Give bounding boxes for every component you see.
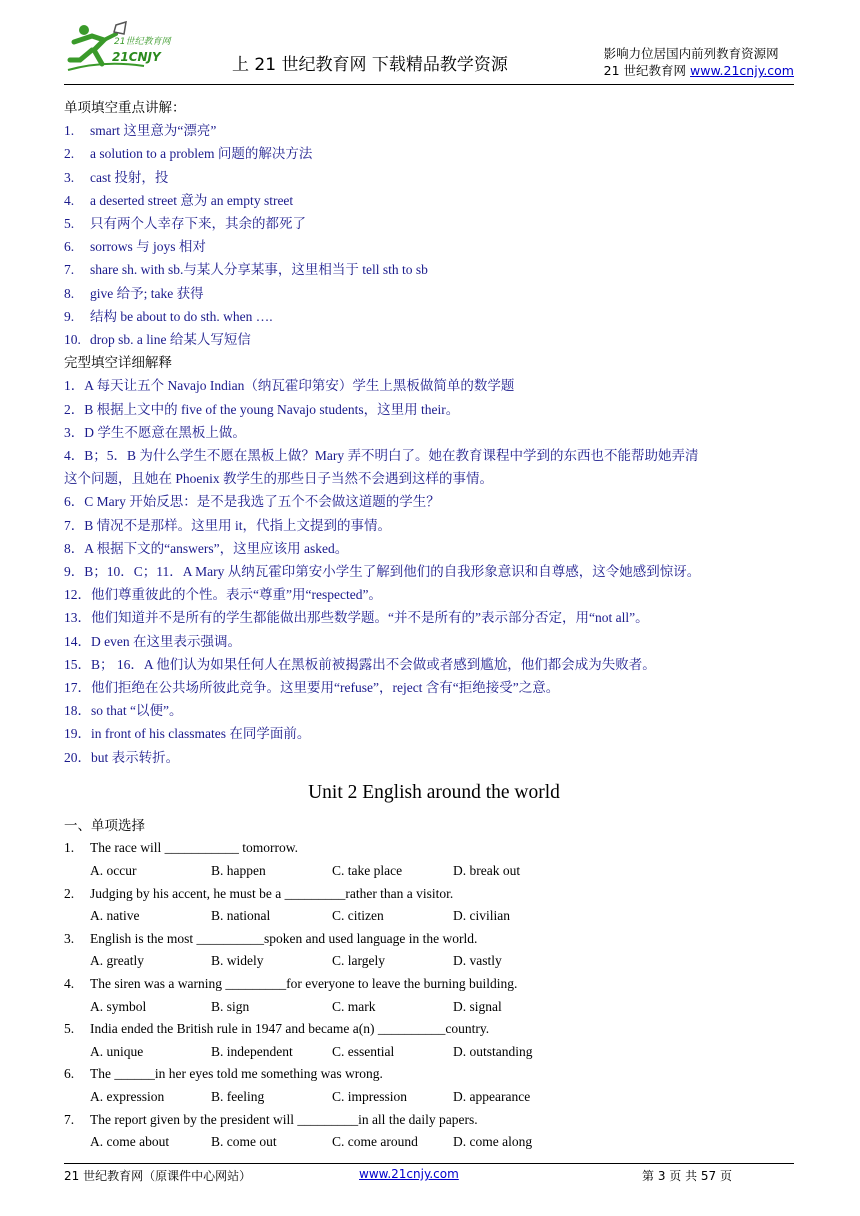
question-number: 6.: [64, 1066, 75, 1082]
answer-option: A. greatly: [90, 953, 144, 969]
footer-divider: [64, 1163, 794, 1164]
footer-site-name: 21 世纪教育网（原课件中心网站）: [64, 1169, 252, 1183]
answer-option: D. signal: [453, 998, 502, 1014]
answer-option: C. come around: [332, 1134, 418, 1150]
item-number: 5.: [64, 216, 75, 232]
question-stem: [64, 837, 804, 860]
question-text: The siren was a warning _________for everyone to leave the burning building.: [90, 976, 518, 992]
unit-title: Unit 2 English around the world: [308, 781, 560, 803]
cloze-explanation-line: 这个问题，且她在 Phoenix 教学生的那些日子当然不会遇到这样的事情。: [64, 471, 493, 487]
section2-heading: 完型填空详细解释: [64, 355, 172, 371]
answer-option: C. mark: [332, 998, 376, 1014]
header-divider: [64, 84, 794, 85]
item-text: sorrows 与 joys 相对: [90, 239, 206, 255]
runner-logo-icon: [64, 20, 174, 78]
explanation-item: [64, 305, 804, 328]
explanation-item: [64, 235, 804, 258]
answer-option: B. national: [211, 908, 271, 924]
question-text: The race will ___________ tomorrow.: [90, 840, 298, 856]
question-stem: [64, 973, 804, 996]
cloze-explanation-line: 3．D 学生不愿意在黑板上做。: [64, 424, 246, 440]
page-header: [0, 0, 860, 90]
document-body: [64, 96, 804, 1154]
site-logo: [64, 20, 174, 78]
cloze-explanation-line: 8．A 根据下文的“answers”，这里应该用 asked。: [64, 540, 349, 556]
cloze-explanation-line: 1．A 每天让五个 Navajo Indian（纳瓦霍印第安）学生上黑板做简单的数学题: [64, 378, 515, 394]
question-stem: [64, 1063, 804, 1086]
section2-list: [64, 374, 804, 768]
question-number: 1.: [64, 840, 75, 856]
answer-option: B. sign: [211, 998, 250, 1014]
cloze-explanation-line: 17．他们拒绝在公共场所彼此竞争。这里要用“refuse”，reject 含有“拒绝接受”之意。: [64, 680, 560, 696]
explanation-item: [64, 212, 804, 235]
answer-option: B. widely: [211, 953, 264, 969]
cloze-explanation-line: 19．in front of his classmates 在同学面前。: [64, 726, 311, 742]
cloze-explanation-line: 2．B 根据上文中的 five of the young Navajo students，这里用 their。: [64, 401, 460, 417]
explanation-item: [64, 166, 804, 189]
answer-option: C. impression: [332, 1089, 408, 1105]
answer-option: A. occur: [90, 863, 137, 879]
answer-option: D. vastly: [453, 953, 502, 969]
item-text: a deserted street 意为 an empty street: [90, 192, 294, 208]
question-number: 2.: [64, 885, 75, 901]
answer-option: D. break out: [453, 863, 521, 879]
answer-option: C. take place: [332, 863, 403, 879]
item-number: 3.: [64, 169, 75, 185]
item-number: 6.: [64, 239, 75, 255]
question-number: 4.: [64, 976, 75, 992]
cloze-explanation-line: 18．so that “以便”。: [64, 703, 183, 719]
header-slogan: 影响力位居国内前列教育资源网: [603, 46, 779, 61]
answer-option: D. civilian: [453, 908, 510, 924]
cloze-explanation-line: 9．B；10．C；11．A Mary 从纳瓦霍印第安小学生了解到他们的自我形象意识和自尊感，这令她感到惊讶。: [64, 564, 701, 580]
question-text: Judging by his accent, he must be a _________rather than a visitor.: [90, 885, 454, 901]
answer-options: [64, 950, 804, 973]
question-number: 3.: [64, 930, 75, 946]
answer-options: [64, 1041, 804, 1064]
explanation-item: [64, 258, 804, 281]
cloze-explanation-line: 15．B； 16．A 他们认为如果任何人在黑板前被揭露出不会做或者感到尴尬，他们都会成为失败者。: [64, 656, 656, 672]
answer-option: D. come along: [453, 1134, 533, 1150]
answer-option: D. outstanding: [453, 1043, 533, 1059]
question-stem: [64, 883, 804, 906]
cloze-explanation-line: 20．but 表示转折。: [64, 749, 180, 765]
item-number: 8.: [64, 285, 75, 301]
question-text: The report given by the president will _________in all the daily papers.: [90, 1111, 478, 1127]
section1-list: [64, 119, 804, 351]
cloze-explanation-line: 13．他们知道并不是所有的学生都能做出那些数学题。“并不是所有的”表示部分否定，用“not all”。: [64, 610, 649, 626]
item-text: a solution to a problem 问题的解决方法: [90, 146, 313, 162]
question-text: English is the most __________spoken and used language in the world.: [90, 930, 478, 946]
answer-options: [64, 1086, 804, 1109]
answer-options: [64, 905, 804, 928]
answer-option: A. expression: [90, 1089, 165, 1105]
logo-text-top: 21世纪教育网: [114, 37, 171, 47]
header-site-name: 21 世纪教育网: [603, 63, 691, 78]
header-site-link[interactable]: www.21cnjy.com: [690, 63, 794, 78]
answer-option: B. feeling: [211, 1089, 265, 1105]
answer-option: D. appearance: [453, 1089, 531, 1105]
unit-section-heading: 一、单项选择: [64, 817, 145, 833]
item-text: 只有两个人幸存下来，其余的都死了: [90, 216, 306, 232]
header-right-info: [604, 45, 794, 79]
header-site-line: [604, 62, 794, 79]
answer-option: A. native: [90, 908, 140, 924]
explanation-item: [64, 119, 804, 142]
question-stem: [64, 928, 804, 951]
answer-option: A. symbol: [90, 998, 147, 1014]
footer-page-number: 第 3 页 共 57 页: [642, 1169, 732, 1183]
explanation-item: [64, 142, 804, 165]
answer-option: B. happen: [211, 863, 266, 879]
answer-option: A. come about: [90, 1134, 170, 1150]
question-text: India ended the British rule in 1947 and became a(n) __________country.: [90, 1021, 490, 1037]
item-text: drop sb. a line 给某人写短信: [90, 332, 251, 348]
answer-option: C. largely: [332, 953, 385, 969]
item-text: give 给予; take 获得: [90, 285, 204, 301]
item-number: 9.: [64, 308, 75, 324]
item-text: 结构 be about to do sth. when ….: [90, 308, 273, 324]
logo-text-bottom: 21CNJY: [112, 50, 161, 64]
item-number: 2.: [64, 146, 75, 162]
question-number: 7.: [64, 1111, 75, 1127]
item-text: smart 这里意为“漂亮”: [90, 123, 217, 139]
question-stem: [64, 1018, 804, 1041]
answer-options: [64, 1131, 804, 1154]
item-text: share sh. with sb.与某人分享某事，这里相当于 tell sth to sb: [90, 262, 428, 278]
explanation-item: [64, 189, 804, 212]
item-number: 7.: [64, 262, 75, 278]
cloze-explanation-line: 12．他们尊重彼此的个性。表示“尊重”用“respected”。: [64, 587, 382, 603]
answer-options: [64, 860, 804, 883]
answer-option: C. essential: [332, 1043, 395, 1059]
item-number: 1.: [64, 123, 75, 139]
question-stem: [64, 1109, 804, 1132]
cloze-explanation-line: 7．B 情况不是那样。这里用 it，代指上文提到的事情。: [64, 517, 392, 533]
answer-options: [64, 996, 804, 1019]
answer-option: A. unique: [90, 1043, 144, 1059]
answer-option: C. citizen: [332, 908, 384, 924]
question-list: [64, 837, 804, 1153]
footer-site-link[interactable]: www.21cnjy.com: [359, 1167, 459, 1181]
item-text: cast 投射，投: [90, 169, 169, 185]
explanation-item: [64, 282, 804, 305]
cloze-explanation-line: 14．D even 在这里表示强调。: [64, 633, 241, 649]
answer-option: B. come out: [211, 1134, 277, 1150]
header-title: 上 21 世纪教育网 下载精品教学资源: [232, 55, 508, 75]
answer-option: B. independent: [211, 1043, 293, 1059]
question-number: 5.: [64, 1021, 75, 1037]
explanation-item: [64, 328, 804, 351]
question-text: The ______in her eyes told me something was wrong.: [90, 1066, 383, 1082]
item-number: 10.: [64, 332, 81, 348]
item-number: 4.: [64, 192, 75, 208]
cloze-explanation-line: 6．C Mary 开始反思：是不是我选了五个不会做这道题的学生？: [64, 494, 440, 510]
cloze-explanation-line: 4．B；5．B 为什么学生不愿在黑板上做？Mary 弄不明白了。她在教育课程中学到的东西也不能帮助她弄清: [64, 448, 699, 464]
section1-heading: 单项填空重点讲解：: [64, 100, 186, 115]
